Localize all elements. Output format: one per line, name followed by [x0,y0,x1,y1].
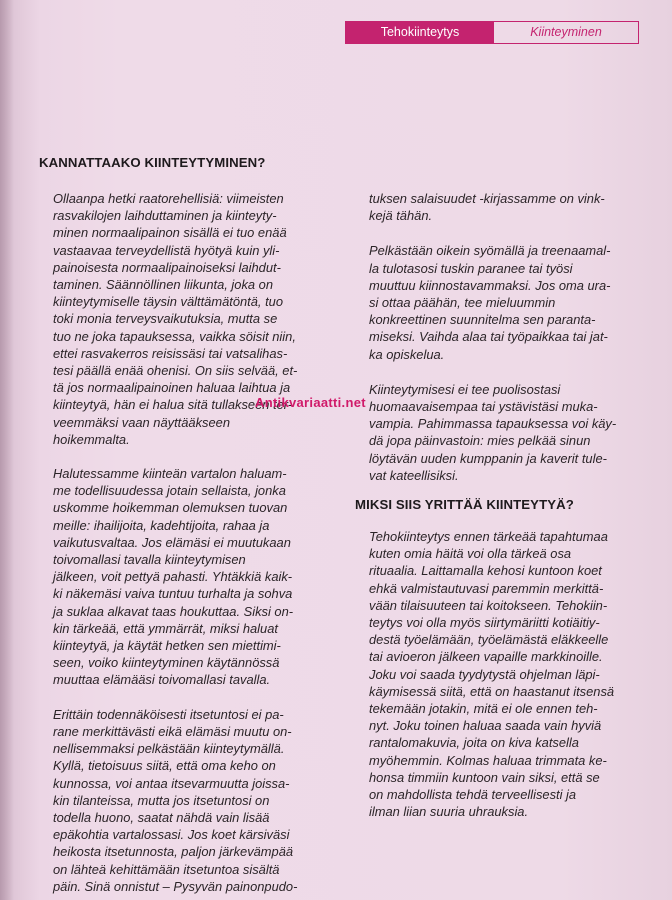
paragraph: Tehokiinteytys ennen tärkeää tapahtumaa kuten omia häitä voi olla tärkeä osa rituaalia. Laittamalla kehosi kuntoon koet ehkä valmistautuvasi paremmin merkittä- vään tilaisuuteen tai koitokseen. Tehokiin- teytys voi olla myös siirtymäriitti kotiäitiy- destä työelämään, työelämästä eläkkeelle tai avioeron jälkeen vapaille markkinoille. Joku voi saada tyydytystä ohjelman läpi- käymisessä siitä, että on haastanut itsensä tekemään jotakin, mitä ei ole ennen teh- nyt. Joku toinen haluaa saada vain hyviä rantalomakuvia, joita on kiva katsella myöhemmin. Kolmas haluaa trimmata ke- honsa timmiin kuntoon vain siksi, että se on mahdollista tehdä terveellisesti ja ilman liian suuria uhrauksia. [369,529,615,820]
paragraph: tuksen salaisuudet -kirjassamme on vink- kejä tähän. [369,191,605,224]
tab-kiinteyminen: Kiinteyminen [530,25,602,39]
column-left [53,190,315,895]
paragraph: Ollaanpa hetki raatorehellisiä: viimeisten rasvakilojen laihduttaminen ja kiinteyty- minen normaalipainon sisällä ei tuo enää vastaavaa terveydellistä hyötyä kuin yli- painoisesta normaalipainoiseksi laihdut- taminen. Säännöllinen liikunta, joka on kiinteytymiselle täysin välttämätöntä, tuo toki monia terveysvaikutuksia, mutta se tuo ne joka tapauksessa, vaikka söisit niin, ettei rasvakerros reisissäsi tai vatsalihas- tesi päällä enää ohenisi. On siis selvää, et- tä jos normaalipainoinen haluaa laihtua ja kiinteytyä, hän ei halua sitä tullakseen ter- veemmäksi vaan näyttääkseen hoikemmalta. [53,191,298,447]
section-heading-miksi: MIKSI SIIS YRITTÄÄ KIINTEYTYÄ? [355,497,574,512]
paragraph: Halutessamme kiinteän vartalon haluam- me todellisuudessa jotain sellaista, jonka uskomme hoikemman olemuksen tuovan meille: ihailijoita, kadehtijoita, rahaa ja vaikutusvaltaa. Jos elämäsi ei muutukaan toivomallasi tavalla kiinteytymisen jälkeen, voit pettyä pahasti. Yhtäkkiä kaik- ki näkemäsi vaiva tuntuu turhalta ja sohva ja suklaa alkavat taas houkuttaa. Siksi on- kin tärkeää, että ymmärrät, miksi haluat kiinteytyä, ja käytät hetken sen miettimi- seen, voiko kiinteytyminen käytännössä muuttaa elämääsi toivomallasi tavalla. [53,466,294,688]
watermark-text: Antikvariaatti.net [255,395,366,410]
paragraph: Pelkästään oikein syömällä ja treenaamal- la tulotasosi tuskin paranee tai työsi muuttuu kiinnostavammaksi. Jos oma ura- si ottaa päähän, tee mieluummin konkreettinen suunnitelma sen paranta- miseksi. Vaihda alaa tai työpaikkaa tai jat- ka opiskelua. [369,243,611,362]
chapter-tabs [345,21,639,44]
paragraph: Erittäin todennäköisesti itsetuntosi ei pa- rane merkittävästi eikä elämäsi muutu on- nellisemmaksi pelkästään kiinteytymällä. Kyllä, tietoisuus siitä, että oma keho on kunnossa, voi antaa itsevarmuutta joissa- kin tilanteissa, mutta jos itsetuntosi on todella huono, saatat nähdä vain lisää epäkohtia vartalossasi. Jos koet kärsiväsi heikosta itsetunnosta, paljon järkevämpää on lähteä kehittämään itsetuntoa sisältä päin. Sinä onnistut – Pysyvän painonpudo- [53,706,298,894]
column-right [369,190,639,484]
section-heading-kannattaako: KANNATTAAKO KIINTEYTYMINEN? [39,155,266,170]
page-spine-shadow [0,0,14,900]
column-right-section2 [369,528,639,820]
tab-tehokiinteytys: Tehokiinteytys [346,22,494,43]
paragraph: Kiinteytymisesi ei tee puolisostasi huomaavaisempaa tai ystävistäsi muka- vampia. Pahimmassa tapauksessa voi käy- dä jopa päinvastoin: mies pelkää sinun löytävän uuden kumppanin ja kaverit tule- vat kateellisiksi. [369,381,617,483]
